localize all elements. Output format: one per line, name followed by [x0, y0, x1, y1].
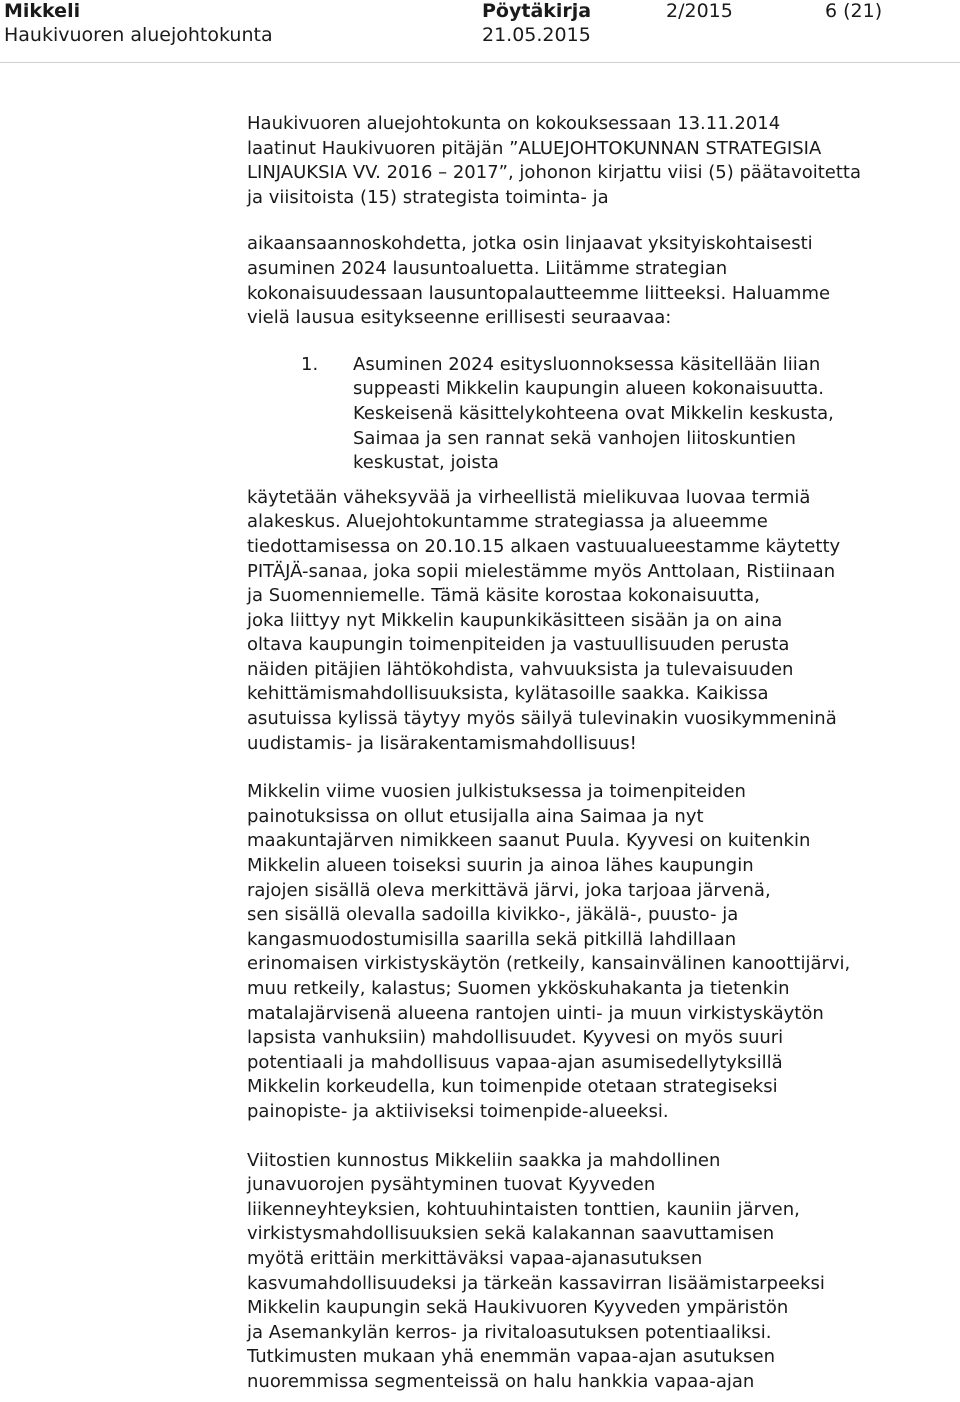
- document-number: 2/2015: [666, 0, 733, 22]
- text-line: erinomaisen virkistyskäytön (retkeily, kansainvälinen kanoottijärvi,: [247, 953, 851, 975]
- text-line: lapsista vanhuksiin) mahdollisuudet. Kyyvesi on myös suuri: [247, 1027, 784, 1049]
- text-line: ja Asemankylän kerros- ja rivitaloasutuksen potentiaaliksi.: [247, 1321, 772, 1343]
- text-line: aikaansaannoskohdetta, jotka osin linjaavat yksityiskohtaisesti: [247, 233, 813, 255]
- paragraph-transport: [247, 1149, 947, 1395]
- text-line: kasvumahdollisuudeksi ja tärkeän kassavirran lisäämistarpeeksi: [247, 1272, 825, 1294]
- numbered-list-item: [247, 353, 947, 476]
- text-line: laatinut Haukivuoren pitäjän ”ALUEJOHTOKUNNAN STRATEGISIA: [247, 137, 822, 159]
- text-line: alakeskus. Aluejohtokuntamme strategiassa ja alueemme: [247, 511, 768, 533]
- text-line: Tutkimusten mukaan yhä enemmän vapaa-ajan asutuksen: [247, 1346, 775, 1368]
- paragraph-intro: [247, 112, 947, 210]
- text-line: Saimaa ja sen rannat sekä vanhojen liitoskuntien: [353, 427, 796, 449]
- organization-name: Mikkeli: [4, 0, 81, 22]
- meeting-date: 21.05.2015: [482, 24, 591, 46]
- text-line: asutuissa kylissä täytyy myös säilyä tulevinakin vuosikymmeninä: [247, 708, 837, 730]
- text-line: joka liittyy nyt Mikkelin kaupunkikäsitteen sisään ja on aina: [247, 609, 783, 631]
- page-number: 6 (21): [825, 0, 883, 22]
- text-line: käytetään väheksyvää ja virheellistä mielikuvaa luovaa termiä: [247, 486, 811, 508]
- document-type: Pöytäkirja: [482, 0, 592, 22]
- text-line: vielä lausua esitykseenne erillisesti seuraavaa:: [247, 307, 672, 329]
- text-line: Mikkelin alueen toiseksi suurin ja ainoa lähes kaupungin: [247, 855, 754, 877]
- document-body: [247, 112, 947, 1395]
- text-line: sen sisällä olevalla sadoilla kivikko-, jäkälä-, puusto- ja: [247, 904, 739, 926]
- text-line: Keskeisenä käsittelykohteena ovat Mikkelin keskusta,: [353, 402, 834, 424]
- text-line: ja Suomenniemelle. Tämä käsite korostaa kokonaisuutta,: [247, 585, 760, 607]
- text-line: muu retkeily, kalastus; Suomen ykköskuhakanta ja tietenkin: [247, 978, 790, 999]
- text-line: painopiste- ja aktiiviseksi toimenpide-alueeksi.: [247, 1100, 669, 1122]
- paragraph-terminology: [247, 486, 947, 757]
- text-line: Mikkelin viime vuosien julkistuksessa ja toimenpiteiden: [247, 781, 746, 803]
- text-line: virkistysmahdollisuuksien sekä kalakannan saavuttamisen: [247, 1223, 775, 1245]
- text-line: matalajärvisenä alueena rantojen uinti- ja muun virkistyskäytön: [247, 1002, 824, 1024]
- list-number: 1.: [301, 353, 319, 375]
- text-line: maakuntajärven nimikkeen saanut Puula. Kyyvesi on kuitenkin: [247, 830, 811, 852]
- text-line: kokonaisuudessaan lausuntopalautteemme liitteeksi. Haluamme: [247, 282, 831, 304]
- text-line: potentiaali ja mahdollisuus vapaa-ajan asumisedellytyksillä: [247, 1051, 783, 1073]
- text-line: PITÄJÄ-sanaa, joka sopii mielestämme myös Anttolaan, Ristiinaan: [247, 560, 836, 582]
- text-line: kehittämismahdollisuuksista, kylätasoille saakka. Kaikissa: [247, 683, 769, 705]
- text-line: kangasmuodostumisilla saarilla sekä pitkillä lahdillaan: [247, 928, 737, 950]
- text-line: Asuminen 2024 esitysluonnoksessa käsitellään liian: [353, 353, 821, 375]
- text-line: rajojen sisällä oleva merkittävä järvi, joka tarjoaa järvenä,: [247, 879, 771, 901]
- text-line: myötä erittäin merkittäväksi vapaa-ajanasutuksen: [247, 1247, 703, 1269]
- text-line: ja viisitoista (15) strategista toiminta- ja: [247, 186, 609, 208]
- text-line: liikenneyhteyksien, kohtuuhintaisten tonttien, kauniin järven,: [247, 1198, 800, 1220]
- text-line: Mikkelin korkeudella, kun toimenpide otetaan strategiseksi: [247, 1076, 778, 1098]
- text-line: näiden pitäjien lähtökohdista, vahvuuksista ja tulevaisuuden: [247, 658, 794, 680]
- text-line: oltava kaupungin toimenpiteiden ja vastuullisuuden perusta: [247, 634, 790, 656]
- text-line: LINJAUKSIA VV. 2016 – 2017”, johonon kirjattu viisi (5) päätavoitetta: [247, 162, 862, 184]
- text-line: suppeasti Mikkelin kaupungin alueen kokonaisuutta.: [353, 378, 824, 400]
- text-line: Haukivuoren aluejohtokunta on kokouksessaan 13.11.2014: [247, 113, 781, 134]
- text-line: Viitostien kunnostus Mikkeliin saakka ja mahdollinen: [247, 1149, 721, 1171]
- text-line: keskustat, joista: [353, 452, 499, 474]
- text-line: tiedottamisessa on 20.10.15 alkaen vastuualueestamme käytetty: [247, 535, 841, 557]
- committee-name: Haukivuoren aluejohtokunta: [4, 24, 273, 46]
- paragraph-strategy: [247, 232, 947, 330]
- text-line: junavuorojen pysähtyminen tuovat Kyyveden: [247, 1174, 656, 1196]
- document-header: [0, 0, 960, 63]
- text-line: nuoremmissa segmenteissä on halu hankkia vapaa-ajan: [247, 1370, 755, 1392]
- text-line: Mikkelin kaupungin sekä Haukivuoren Kyyveden ympäristön: [247, 1297, 789, 1319]
- paragraph-kyyvesi: [247, 780, 947, 1124]
- list-item-text: [353, 353, 947, 476]
- text-line: asuminen 2024 lausuntoaluetta. Liitämme strategian: [247, 257, 728, 279]
- text-line: uudistamis- ja lisärakentamismahdollisuus!: [247, 732, 637, 754]
- text-line: painotuksissa on ollut etusijalla aina Saimaa ja nyt: [247, 805, 704, 827]
